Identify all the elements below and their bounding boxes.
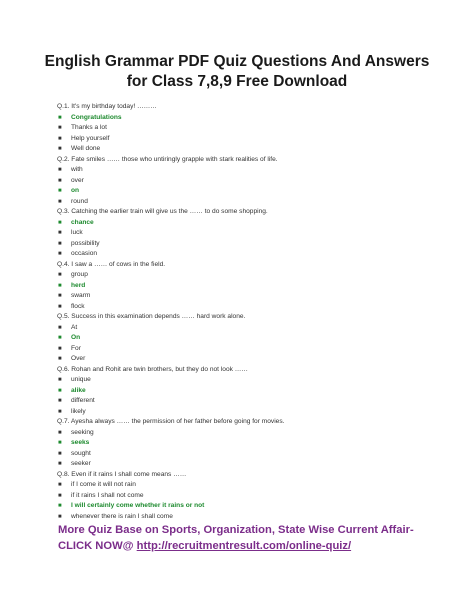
option-item	[57, 302, 457, 313]
correct-option	[57, 386, 457, 397]
option-item	[57, 123, 457, 134]
bullet-icon: ■	[58, 251, 62, 257]
option-item	[57, 197, 457, 208]
bullet-icon: ■	[58, 272, 62, 278]
bullet-icon: ■	[58, 408, 62, 415]
question-text: Q.4. I saw a …… of cows in the field.	[57, 260, 166, 268]
option-item	[57, 144, 457, 155]
option-label: occasion	[71, 250, 98, 257]
option-item	[57, 354, 457, 365]
bullet-icon: ■	[58, 198, 62, 205]
bullet-icon: ■	[58, 482, 62, 488]
correct-option	[57, 438, 457, 449]
bullet-icon: ■	[58, 387, 62, 394]
option-item	[57, 323, 457, 334]
option-item	[57, 344, 457, 355]
option-label: flock	[71, 302, 85, 310]
option-label: unique	[71, 376, 91, 383]
title-line-2: for Class 7,8,9 Free Download	[126, 73, 348, 90]
option-label: if I come it will not rain	[71, 481, 136, 488]
correct-option	[57, 501, 457, 512]
correct-option	[57, 186, 457, 197]
option-item	[57, 291, 457, 302]
option-label: On	[71, 334, 81, 341]
option-label: likely	[71, 407, 86, 415]
bullet-icon: ■	[58, 303, 62, 310]
option-item	[57, 134, 457, 145]
option-item	[57, 449, 457, 460]
option-label: swarm	[71, 292, 91, 299]
option-item	[57, 407, 457, 418]
correct-option	[57, 333, 457, 344]
option-item	[57, 396, 457, 407]
bullet-icon: ■	[58, 293, 62, 299]
correct-option	[57, 218, 457, 229]
option-item	[57, 428, 457, 439]
footer-promo	[58, 522, 458, 554]
bullet-icon: ■	[58, 345, 62, 352]
bullet-icon: ■	[58, 450, 62, 457]
option-label: seeking	[71, 428, 94, 436]
option-label: Congratulations	[71, 113, 122, 121]
option-label: For	[71, 344, 81, 352]
option-label: Well done	[71, 145, 101, 152]
option-label: Over	[71, 355, 86, 362]
bullet-icon: ■	[58, 429, 62, 436]
bullet-icon: ■	[58, 461, 62, 467]
question-text: Q.1. It's my birthday today! ………	[57, 103, 157, 110]
quiz-list	[57, 102, 457, 522]
option-label: chance	[71, 218, 94, 226]
bullet-icon: ■	[58, 440, 62, 446]
bullet-icon: ■	[58, 125, 62, 131]
bullet-icon: ■	[58, 492, 62, 499]
question-text: Q.7. Ayesha always …… the permission of her father before going for movies.	[57, 418, 285, 425]
page-title	[30, 52, 444, 92]
bullet-icon: ■	[58, 356, 62, 362]
footer-prefix: CLICK NOW@	[58, 540, 137, 552]
option-label: different	[71, 397, 95, 404]
bullet-icon: ■	[58, 230, 62, 236]
option-label: over	[71, 176, 84, 184]
bullet-icon: ■	[58, 335, 62, 341]
option-item	[57, 459, 457, 470]
option-label: I will certainly come whether it rains or not	[71, 502, 205, 509]
bullet-icon: ■	[58, 503, 62, 509]
option-label: Thanks a lot	[71, 124, 107, 131]
question-text: Q.2. Fate smiles …… those who untiringly grapple with stark realities of life.	[57, 155, 278, 163]
option-label: luck	[71, 229, 83, 236]
option-label: if it rains I shall not come	[71, 491, 144, 499]
option-item	[57, 491, 457, 502]
bullet-icon: ■	[58, 114, 62, 121]
option-item	[57, 239, 457, 250]
bullet-icon: ■	[58, 240, 62, 247]
bullet-icon: ■	[58, 167, 62, 173]
question-text: Q.6. Rohan and Rohit are twin brothers, but they do not look ……	[57, 365, 248, 373]
option-label: possibility	[71, 239, 100, 247]
bullet-icon: ■	[58, 219, 62, 226]
bullet-icon: ■	[58, 188, 62, 194]
bullet-icon: ■	[58, 135, 62, 142]
option-label: round	[71, 197, 88, 205]
bullet-icon: ■	[58, 377, 62, 383]
option-label: At	[71, 323, 78, 331]
option-item	[57, 165, 457, 176]
question-text: Q.8. Even if it rains I shall come means ……	[57, 470, 187, 478]
option-item	[57, 270, 457, 281]
option-label: seeker	[71, 460, 91, 467]
question-text: Q.3. Catching the earlier train will give us the …… to do some shopping.	[57, 208, 268, 215]
option-item	[57, 228, 457, 239]
question-text: Q.5. Success in this examination depends …… hard work alone.	[57, 313, 246, 320]
option-label: with	[71, 166, 83, 173]
bullet-icon: ■	[58, 146, 62, 152]
footer-line-1: More Quiz Base on Sports, Organization, State Wise Current Affair-	[58, 524, 414, 536]
option-item	[57, 176, 457, 187]
option-label: whenever there is rain I shall come	[71, 512, 173, 520]
quiz-link[interactable]: http://recruitmentresult.com/online-quiz/	[136, 540, 352, 552]
option-label: alike	[71, 386, 86, 394]
correct-option	[57, 113, 457, 124]
option-label: Help yourself	[71, 134, 110, 142]
bullet-icon: ■	[58, 324, 62, 331]
option-label: group	[71, 271, 88, 278]
option-label: on	[71, 187, 80, 194]
option-item	[57, 512, 457, 523]
title-line-1: English Grammar PDF Quiz Questions And Answers	[44, 53, 430, 70]
footer-line-2	[58, 538, 458, 554]
option-label: herd	[71, 281, 86, 289]
bullet-icon: ■	[58, 398, 62, 404]
bullet-icon: ■	[58, 177, 62, 184]
option-item	[57, 375, 457, 386]
bullet-icon: ■	[58, 282, 62, 289]
correct-option	[57, 281, 457, 292]
option-label: sought	[71, 449, 91, 457]
option-item	[57, 480, 457, 491]
bullet-icon: ■	[58, 513, 62, 520]
option-label: seeks	[71, 439, 90, 446]
option-item	[57, 249, 457, 260]
